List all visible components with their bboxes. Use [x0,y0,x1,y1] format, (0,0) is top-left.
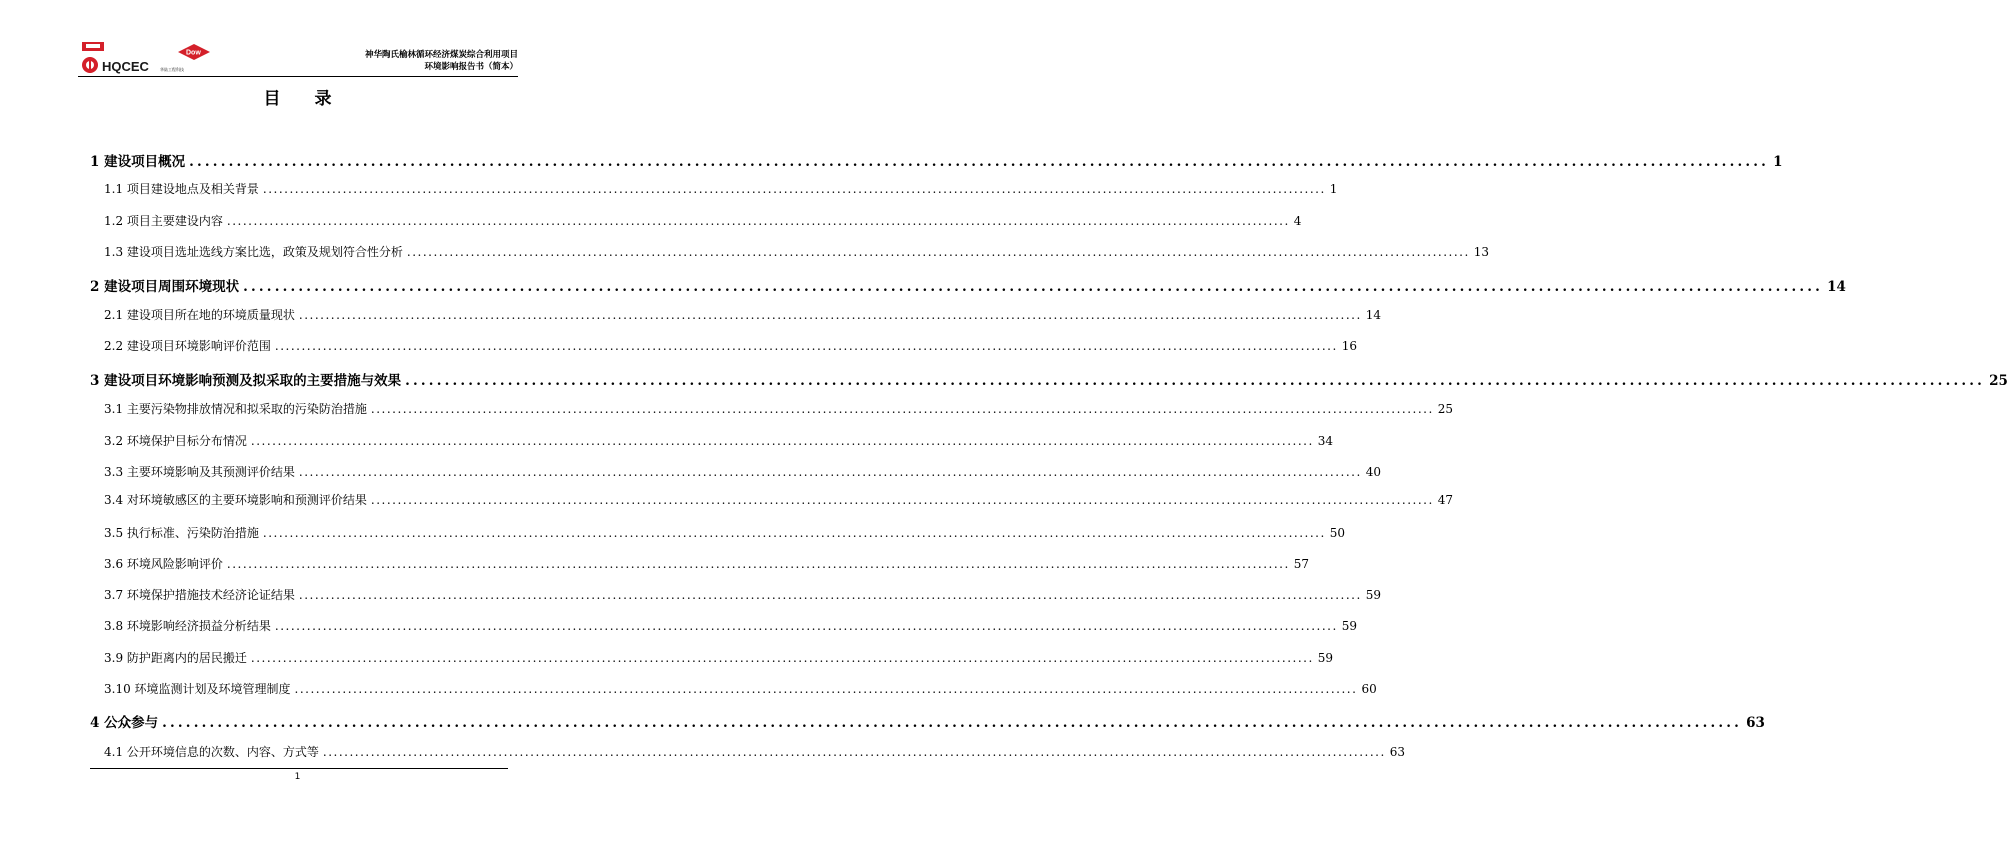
toc-leader-dots: ........................................................................................................................................................................................................ [250,651,1314,665]
dow-text: Dow [186,49,201,57]
toc-entry-label: 3.7 环境保护措施技术经济论证结果 [104,588,295,602]
toc-entry-page: 25 [1989,373,2008,389]
hqcec-small-text: 华陆工程科技 [160,67,184,72]
toc-leader-dots: ........................................................................................................................................................................................................ [322,745,1386,759]
page-number: 1 [294,772,301,782]
hqcec-text: HQCEC [102,59,149,74]
toc-entry-page: 47 [1437,493,1454,507]
hqcec-logo-icon [78,40,278,76]
toc-entry-page: 63 [1746,715,1765,731]
toc-entry[interactable] [104,400,1454,417]
toc-entry-label: 3.6 环境风险影响评价 [104,557,223,571]
toc-entry[interactable] [104,180,1338,197]
toc-entry[interactable] [104,463,1382,480]
toc-leader-dots: ........................................................................................................................................................................................................ [406,245,1470,259]
toc-entry-page: 14 [1827,279,1846,295]
toc-entry[interactable] [104,555,1310,572]
toc-entry[interactable] [104,743,1406,760]
toc-leader-dots: ........................................................................................................................................................................................................ [405,373,1986,389]
toc-entry-page: 16 [1341,339,1358,353]
toc-entry[interactable] [90,275,1846,295]
toc-leader-dots: ........................................................................................................................................................................................................ [298,465,1362,479]
toc-entry[interactable] [104,649,1334,666]
toc-entry-page: 40 [1365,465,1382,479]
toc-leader-dots: ........................................................................................................................................................................................................ [226,557,1290,571]
toc-entry[interactable] [104,337,1358,354]
toc-entry[interactable] [90,150,1783,170]
toc-entry-label: 2.1 建设项目所在地的环境质量现状 [104,308,295,322]
toc-entry-page: 59 [1317,651,1334,665]
toc-entry-label: 3.8 环境影响经济损益分析结果 [104,619,271,633]
toc-entry-label: 3.10 环境监测计划及环境管理制度 [104,682,291,696]
toc-leader-dots: ........................................................................................................................................................................................................ [294,682,1358,696]
toc-entry-label: 3.1 主要污染物排放情况和拟采取的污染防治措施 [104,402,367,416]
toc-leader-dots: ........................................................................................................................................................................................................ [298,588,1362,602]
header-line-2: 环境影响报告书（简本） [424,62,518,72]
toc-entry-label: 2.2 建设项目环境影响评价范围 [104,339,271,353]
toc-entry-label: 1.2 项目主要建设内容 [104,214,223,228]
header-line-1: 神华陶氏榆林循环经济煤炭综合利用项目 [364,50,518,60]
toc-entry-page: 25 [1437,402,1454,416]
toc-entry-page: 4 [1293,214,1302,228]
toc-entry[interactable] [104,586,1382,603]
page-title: 目 录 [263,89,332,109]
toc-entry-label: 4.1 公开环境信息的次数、内容、方式等 [104,745,319,759]
toc-leader-dots: ........................................................................................................................................................................................................ [250,434,1314,448]
toc-entry[interactable] [104,680,1377,697]
toc-leader-dots: ........................................................................................................................................................................................................ [162,715,1743,731]
toc-entry-label: 3.5 执行标准、污染防治措施 [104,526,259,540]
toc-entry-page: 1 [1773,154,1783,170]
toc-entry[interactable] [104,491,1454,508]
toc-entry[interactable] [104,524,1346,541]
toc-entry-page: 59 [1341,619,1358,633]
toc-leader-dots: ........................................................................................................................................................................................................ [226,214,1290,228]
toc-entry-page: 13 [1473,245,1490,259]
toc-leader-dots: ........................................................................................................................................................................................................ [370,493,1434,507]
toc-entry-label: 3.2 环境保护目标分布情况 [104,434,247,448]
toc-leader-dots: ........................................................................................................................................................................................................ [298,308,1362,322]
toc-leader-dots: ........................................................................................................................................................................................................ [262,182,1326,196]
toc-entry-label: 4 公众参与 [90,715,159,731]
toc-entry-label: 1.1 项目建设地点及相关背景 [104,182,259,196]
toc-leader-dots: ........................................................................................................................................................................................................ [189,154,1770,170]
toc-entry[interactable] [90,711,1765,731]
header-divider [78,76,518,77]
header-project-title [365,49,518,73]
toc-entry-page: 57 [1293,557,1310,571]
toc-entry-label: 3.3 主要环境影响及其预测评价结果 [104,465,295,479]
company-logo [78,40,278,76]
toc-entry-label: 2 建设项目周围环境现状 [90,279,240,295]
toc-entry-page: 50 [1329,526,1346,540]
toc-entry-label: 3.9 防护距离内的居民搬迁 [104,651,247,665]
toc-leader-dots: ........................................................................................................................................................................................................ [370,402,1434,416]
toc-entry-label: 3 建设项目环境影响预测及拟采取的主要措施与效果 [90,373,402,389]
toc-entry-page: 34 [1317,434,1334,448]
toc-leader-dots: ........................................................................................................................................................................................................ [274,619,1338,633]
toc-entry[interactable] [104,432,1334,449]
toc-entry-page: 1 [1329,182,1338,196]
toc-entry-page: 59 [1365,588,1382,602]
toc-entry-page: 63 [1389,745,1406,759]
toc-leader-dots: ........................................................................................................................................................................................................ [262,526,1326,540]
toc-leader-dots: ........................................................................................................................................................................................................ [274,339,1338,353]
toc-entry[interactable] [104,212,1302,229]
page-header [78,40,518,76]
toc-entry[interactable] [90,369,2008,389]
toc-leader-dots: ........................................................................................................................................................................................................ [243,279,1824,295]
toc-entry[interactable] [104,243,1490,260]
toc-entry-label: 3.4 对环境敏感区的主要环境影响和预测评价结果 [104,493,367,507]
toc-entry-label: 1.3 建设项目选址选线方案比选，政策及规划符合性分析 [104,245,403,259]
toc-entry-page: 14 [1365,308,1382,322]
toc-entry[interactable] [104,306,1382,323]
toc-entry-page: 60 [1361,682,1377,696]
toc-entry-label: 1 建设项目概况 [90,154,186,170]
footer-divider [90,768,508,769]
toc-entry[interactable] [104,617,1358,634]
